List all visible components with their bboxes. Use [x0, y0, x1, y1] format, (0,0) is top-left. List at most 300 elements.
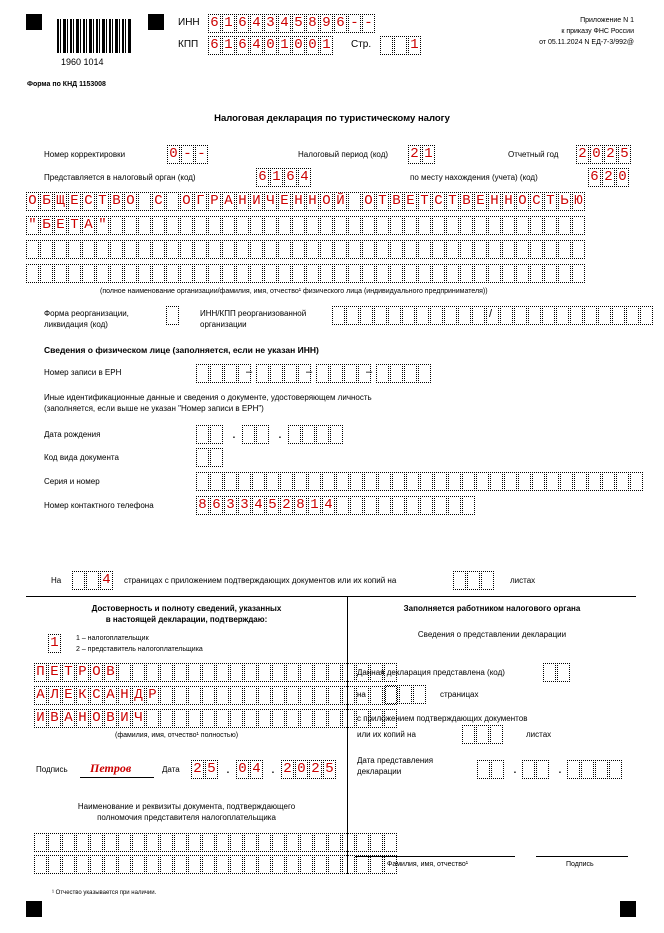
char-cell[interactable]: 6: [334, 14, 347, 33]
char-cell[interactable]: [242, 425, 255, 444]
period-cells[interactable]: [408, 145, 436, 164]
char-cell[interactable]: [236, 216, 249, 235]
char-cell[interactable]: [118, 855, 131, 874]
char-cell[interactable]: [418, 240, 431, 259]
char-cell[interactable]: [160, 833, 173, 852]
char-cell[interactable]: 8: [294, 496, 307, 515]
char-cell[interactable]: [202, 833, 215, 852]
char-cell[interactable]: [314, 663, 327, 682]
char-cell[interactable]: [160, 709, 173, 728]
char-cell[interactable]: [558, 264, 571, 283]
date-day-cells[interactable]: [191, 760, 219, 779]
char-cell[interactable]: [609, 760, 622, 779]
char-cell[interactable]: [300, 833, 313, 852]
char-cell[interactable]: [598, 306, 611, 325]
char-cell[interactable]: [616, 472, 629, 491]
char-cell[interactable]: [486, 306, 499, 325]
char-cell[interactable]: [488, 216, 501, 235]
char-cell[interactable]: 4: [250, 36, 263, 55]
org-name-row-2[interactable]: [26, 216, 586, 235]
char-cell[interactable]: [300, 686, 313, 705]
char-cell[interactable]: [202, 709, 215, 728]
char-cell[interactable]: [306, 216, 319, 235]
char-cell[interactable]: [376, 216, 389, 235]
char-cell[interactable]: [230, 855, 243, 874]
char-cell[interactable]: [430, 306, 443, 325]
char-cell[interactable]: А: [34, 686, 47, 705]
char-cell[interactable]: [481, 571, 494, 590]
char-cell[interactable]: [222, 264, 235, 283]
char-cell[interactable]: [360, 306, 373, 325]
char-cell[interactable]: [230, 663, 243, 682]
char-cell[interactable]: [160, 686, 173, 705]
char-cell[interactable]: Щ: [54, 192, 67, 211]
char-cell[interactable]: [216, 855, 229, 874]
char-cell[interactable]: Ч: [264, 192, 277, 211]
char-cell[interactable]: [124, 264, 137, 283]
char-cell[interactable]: [474, 240, 487, 259]
char-cell[interactable]: 0: [292, 36, 305, 55]
char-cell[interactable]: 4: [298, 168, 311, 187]
char-cell[interactable]: [488, 264, 501, 283]
char-cell[interactable]: [308, 472, 321, 491]
char-cell[interactable]: [570, 306, 583, 325]
char-cell[interactable]: [68, 264, 81, 283]
char-cell[interactable]: 8: [196, 496, 209, 515]
char-cell[interactable]: О: [124, 192, 137, 211]
char-cell[interactable]: [26, 240, 39, 259]
char-cell[interactable]: [86, 571, 99, 590]
char-cell[interactable]: [446, 264, 459, 283]
char-cell[interactable]: [362, 240, 375, 259]
char-cell[interactable]: [174, 663, 187, 682]
char-cell[interactable]: 0: [590, 145, 603, 164]
char-cell[interactable]: [314, 686, 327, 705]
char-cell[interactable]: Е: [62, 686, 75, 705]
char-cell[interactable]: 4: [322, 496, 335, 515]
char-cell[interactable]: Н: [236, 192, 249, 211]
char-cell[interactable]: 5: [618, 145, 631, 164]
char-cell[interactable]: [252, 472, 265, 491]
char-cell[interactable]: Н: [118, 686, 131, 705]
char-cell[interactable]: Е: [404, 192, 417, 211]
char-cell[interactable]: [196, 364, 209, 383]
char-cell[interactable]: [314, 833, 327, 852]
char-cell[interactable]: [491, 760, 504, 779]
char-cell[interactable]: [320, 264, 333, 283]
char-cell[interactable]: [244, 686, 257, 705]
char-cell[interactable]: [378, 496, 391, 515]
doc-row-2[interactable]: [34, 855, 398, 874]
char-cell[interactable]: [413, 685, 426, 704]
char-cell[interactable]: 0: [236, 760, 249, 779]
char-cell[interactable]: 2: [280, 496, 293, 515]
birth-year-cells[interactable]: [288, 425, 344, 444]
char-cell[interactable]: [536, 760, 549, 779]
char-cell[interactable]: Н: [488, 192, 501, 211]
char-cell[interactable]: [556, 306, 569, 325]
char-cell[interactable]: [188, 709, 201, 728]
char-cell[interactable]: [530, 216, 543, 235]
char-cell[interactable]: [336, 472, 349, 491]
char-cell[interactable]: К: [76, 686, 89, 705]
char-cell[interactable]: [188, 663, 201, 682]
char-cell[interactable]: [300, 709, 313, 728]
char-cell[interactable]: [418, 216, 431, 235]
char-cell[interactable]: [258, 833, 271, 852]
char-cell[interactable]: [54, 264, 67, 283]
char-cell[interactable]: И: [34, 709, 47, 728]
char-cell[interactable]: [62, 855, 75, 874]
date-year-cells[interactable]: [281, 760, 337, 779]
series-cells[interactable]: [196, 472, 644, 491]
char-cell[interactable]: [224, 364, 237, 383]
char-cell[interactable]: [272, 855, 285, 874]
name-cells[interactable]: [34, 686, 398, 705]
char-cell[interactable]: 1: [408, 36, 421, 55]
char-cell[interactable]: [250, 216, 263, 235]
char-cell[interactable]: 1: [422, 145, 435, 164]
date-month-cells[interactable]: [236, 760, 264, 779]
char-cell[interactable]: [194, 264, 207, 283]
char-cell[interactable]: Е: [48, 663, 61, 682]
char-cell[interactable]: [544, 216, 557, 235]
char-cell[interactable]: [34, 833, 47, 852]
char-cell[interactable]: [292, 216, 305, 235]
char-cell[interactable]: [467, 571, 480, 590]
char-cell[interactable]: Ч: [132, 709, 145, 728]
char-cell[interactable]: [384, 833, 397, 852]
char-cell[interactable]: [196, 472, 209, 491]
char-cell[interactable]: [292, 240, 305, 259]
char-cell[interactable]: [266, 472, 279, 491]
char-cell[interactable]: 5: [292, 14, 305, 33]
char-cell[interactable]: [460, 264, 473, 283]
char-cell[interactable]: [272, 686, 285, 705]
char-cell[interactable]: 2: [281, 760, 294, 779]
char-cell[interactable]: [230, 833, 243, 852]
ern-cells-2[interactable]: [256, 364, 312, 383]
char-cell[interactable]: [462, 725, 475, 744]
office-date-month[interactable]: [522, 760, 550, 779]
char-cell[interactable]: [404, 264, 417, 283]
char-cell[interactable]: [342, 855, 355, 874]
char-cell[interactable]: О: [320, 192, 333, 211]
char-cell[interactable]: [314, 855, 327, 874]
phone-cells[interactable]: [196, 496, 476, 515]
char-cell[interactable]: [258, 686, 271, 705]
char-cell[interactable]: [166, 264, 179, 283]
char-cell[interactable]: 0: [295, 760, 308, 779]
char-cell[interactable]: Г: [194, 192, 207, 211]
char-cell[interactable]: -: [181, 145, 194, 164]
char-cell[interactable]: [502, 264, 515, 283]
char-cell[interactable]: 6: [208, 36, 221, 55]
char-cell[interactable]: [264, 264, 277, 283]
char-cell[interactable]: Ю: [572, 192, 585, 211]
char-cell[interactable]: [280, 472, 293, 491]
char-cell[interactable]: [350, 496, 363, 515]
char-cell[interactable]: 9: [320, 14, 333, 33]
char-cell[interactable]: 4: [278, 14, 291, 33]
char-cell[interactable]: 1: [320, 36, 333, 55]
org-name-row-1[interactable]: [26, 192, 586, 211]
char-cell[interactable]: [166, 216, 179, 235]
char-cell[interactable]: [124, 240, 137, 259]
char-cell[interactable]: А: [104, 686, 117, 705]
char-cell[interactable]: [286, 709, 299, 728]
char-cell[interactable]: [152, 240, 165, 259]
char-cell[interactable]: [432, 216, 445, 235]
char-cell[interactable]: 4: [250, 760, 263, 779]
char-cell[interactable]: С: [530, 192, 543, 211]
char-cell[interactable]: [460, 216, 473, 235]
char-cell[interactable]: [418, 364, 431, 383]
char-cell[interactable]: Н: [502, 192, 515, 211]
char-cell[interactable]: [264, 216, 277, 235]
char-cell[interactable]: [402, 306, 415, 325]
char-cell[interactable]: [390, 364, 403, 383]
char-cell[interactable]: 1: [222, 14, 235, 33]
char-cell[interactable]: [286, 833, 299, 852]
char-cell[interactable]: [138, 264, 151, 283]
char-cell[interactable]: [194, 216, 207, 235]
char-cell[interactable]: [316, 425, 329, 444]
char-cell[interactable]: [432, 264, 445, 283]
char-cell[interactable]: [356, 833, 369, 852]
char-cell[interactable]: [328, 855, 341, 874]
char-cell[interactable]: А: [222, 192, 235, 211]
char-cell[interactable]: 4: [250, 14, 263, 33]
char-cell[interactable]: [584, 306, 597, 325]
char-cell[interactable]: [174, 855, 187, 874]
birth-month-cells[interactable]: [242, 425, 270, 444]
char-cell[interactable]: [404, 240, 417, 259]
char-cell[interactable]: О: [516, 192, 529, 211]
char-cell[interactable]: [418, 264, 431, 283]
char-cell[interactable]: Б: [40, 192, 53, 211]
char-cell[interactable]: 6: [236, 14, 249, 33]
char-cell[interactable]: Е: [278, 192, 291, 211]
doc-code-cells[interactable]: [196, 448, 224, 467]
char-cell[interactable]: [40, 264, 53, 283]
char-cell[interactable]: [394, 36, 407, 55]
office-date-year[interactable]: [567, 760, 623, 779]
char-cell[interactable]: С: [82, 192, 95, 211]
char-cell[interactable]: [490, 472, 503, 491]
char-cell[interactable]: [630, 472, 643, 491]
char-cell[interactable]: О: [90, 709, 103, 728]
char-cell[interactable]: [370, 686, 383, 705]
char-cell[interactable]: [385, 685, 398, 704]
pages-cells[interactable]: [72, 571, 114, 590]
char-cell[interactable]: [146, 855, 159, 874]
char-cell[interactable]: [146, 663, 159, 682]
char-cell[interactable]: ": [26, 216, 39, 235]
char-cell[interactable]: [230, 686, 243, 705]
char-cell[interactable]: [364, 472, 377, 491]
char-cell[interactable]: [216, 686, 229, 705]
char-cell[interactable]: [476, 472, 489, 491]
char-cell[interactable]: [612, 306, 625, 325]
char-cell[interactable]: 2: [602, 168, 615, 187]
char-cell[interactable]: [96, 264, 109, 283]
char-cell[interactable]: [572, 216, 585, 235]
org-name-row-4[interactable]: [26, 264, 586, 283]
char-cell[interactable]: [306, 240, 319, 259]
office-pages-cells[interactable]: [385, 685, 427, 704]
char-cell[interactable]: [272, 663, 285, 682]
char-cell[interactable]: [348, 240, 361, 259]
char-cell[interactable]: [474, 264, 487, 283]
char-cell[interactable]: [476, 725, 489, 744]
char-cell[interactable]: [567, 760, 580, 779]
office-sheets-cells[interactable]: [462, 725, 504, 744]
char-cell[interactable]: 6: [284, 168, 297, 187]
char-cell[interactable]: [216, 663, 229, 682]
ern-cells-1[interactable]: [196, 364, 252, 383]
char-cell[interactable]: 4: [252, 496, 265, 515]
char-cell[interactable]: С: [152, 192, 165, 211]
char-cell[interactable]: [406, 496, 419, 515]
char-cell[interactable]: [146, 709, 159, 728]
char-cell[interactable]: 2: [191, 760, 204, 779]
char-cell[interactable]: И: [118, 709, 131, 728]
char-cell[interactable]: [174, 686, 187, 705]
char-cell[interactable]: [348, 264, 361, 283]
char-cell[interactable]: [110, 264, 123, 283]
char-cell[interactable]: [502, 240, 515, 259]
char-cell[interactable]: [230, 709, 243, 728]
char-cell[interactable]: [390, 216, 403, 235]
char-cell[interactable]: [462, 472, 475, 491]
char-cell[interactable]: [68, 240, 81, 259]
char-cell[interactable]: [244, 663, 257, 682]
char-cell[interactable]: Ь: [558, 192, 571, 211]
char-cell[interactable]: [380, 36, 393, 55]
char-cell[interactable]: [110, 240, 123, 259]
char-cell[interactable]: В: [104, 709, 117, 728]
char-cell[interactable]: [224, 472, 237, 491]
char-cell[interactable]: [244, 833, 257, 852]
char-cell[interactable]: [316, 364, 329, 383]
char-cell[interactable]: А: [62, 709, 75, 728]
char-cell[interactable]: О: [180, 192, 193, 211]
char-cell[interactable]: [602, 472, 615, 491]
char-cell[interactable]: [216, 833, 229, 852]
char-cell[interactable]: [292, 264, 305, 283]
char-cell[interactable]: [124, 216, 137, 235]
char-cell[interactable]: [104, 833, 117, 852]
char-cell[interactable]: [542, 306, 555, 325]
char-cell[interactable]: Т: [376, 192, 389, 211]
reorg-inn-cells[interactable]: [332, 306, 514, 325]
char-cell[interactable]: В: [390, 192, 403, 211]
char-cell[interactable]: [272, 833, 285, 852]
char-cell[interactable]: Т: [96, 192, 109, 211]
char-cell[interactable]: [82, 264, 95, 283]
char-cell[interactable]: [300, 663, 313, 682]
char-cell[interactable]: Т: [62, 663, 75, 682]
char-cell[interactable]: [588, 472, 601, 491]
char-cell[interactable]: [314, 709, 327, 728]
char-cell[interactable]: [342, 663, 355, 682]
char-cell[interactable]: [222, 216, 235, 235]
char-cell[interactable]: [250, 240, 263, 259]
char-cell[interactable]: [48, 833, 61, 852]
char-cell[interactable]: [76, 855, 89, 874]
char-cell[interactable]: [174, 833, 187, 852]
char-cell[interactable]: О: [362, 192, 375, 211]
char-cell[interactable]: 2: [408, 145, 421, 164]
char-cell[interactable]: [328, 686, 341, 705]
char-cell[interactable]: Р: [76, 663, 89, 682]
char-cell[interactable]: [390, 264, 403, 283]
char-cell[interactable]: [118, 663, 131, 682]
char-cell[interactable]: [286, 663, 299, 682]
char-cell[interactable]: [244, 709, 257, 728]
char-cell[interactable]: [544, 240, 557, 259]
char-cell[interactable]: Н: [292, 192, 305, 211]
char-cell[interactable]: [90, 855, 103, 874]
char-cell[interactable]: [152, 264, 165, 283]
char-cell[interactable]: 6: [208, 14, 221, 33]
char-cell[interactable]: 2: [576, 145, 589, 164]
char-cell[interactable]: [54, 240, 67, 259]
char-cell[interactable]: Й: [334, 192, 347, 211]
char-cell[interactable]: [278, 216, 291, 235]
char-cell[interactable]: 5: [266, 496, 279, 515]
char-cell[interactable]: [256, 364, 269, 383]
char-cell[interactable]: [432, 240, 445, 259]
correction-cells[interactable]: [167, 145, 209, 164]
char-cell[interactable]: [488, 240, 501, 259]
char-cell[interactable]: [420, 496, 433, 515]
char-cell[interactable]: 6: [588, 168, 601, 187]
char-cell[interactable]: [558, 240, 571, 259]
inn-cells[interactable]: [208, 14, 376, 33]
char-cell[interactable]: 5: [205, 760, 218, 779]
char-cell[interactable]: Н: [306, 192, 319, 211]
char-cell[interactable]: [434, 496, 447, 515]
char-cell[interactable]: [210, 472, 223, 491]
reorg-kpp-cells[interactable]: [500, 306, 654, 325]
char-cell[interactable]: О: [26, 192, 39, 211]
char-cell[interactable]: [222, 240, 235, 259]
char-cell[interactable]: [328, 833, 341, 852]
char-cell[interactable]: [364, 496, 377, 515]
char-cell[interactable]: Т: [418, 192, 431, 211]
char-cell[interactable]: 0: [264, 36, 277, 55]
char-cell[interactable]: 0: [167, 145, 180, 164]
char-cell[interactable]: [626, 306, 639, 325]
char-cell[interactable]: [180, 264, 193, 283]
char-cell[interactable]: [146, 833, 159, 852]
char-cell[interactable]: [110, 216, 123, 235]
char-cell[interactable]: [581, 760, 594, 779]
char-cell[interactable]: [236, 240, 249, 259]
char-cell[interactable]: [138, 192, 151, 211]
char-cell[interactable]: С: [432, 192, 445, 211]
char-cell[interactable]: [374, 306, 387, 325]
char-cell[interactable]: [188, 686, 201, 705]
char-cell[interactable]: [532, 472, 545, 491]
char-cell[interactable]: 2: [309, 760, 322, 779]
char-cell[interactable]: [166, 192, 179, 211]
char-cell[interactable]: [166, 306, 179, 325]
char-cell[interactable]: [490, 725, 503, 744]
char-cell[interactable]: [388, 306, 401, 325]
